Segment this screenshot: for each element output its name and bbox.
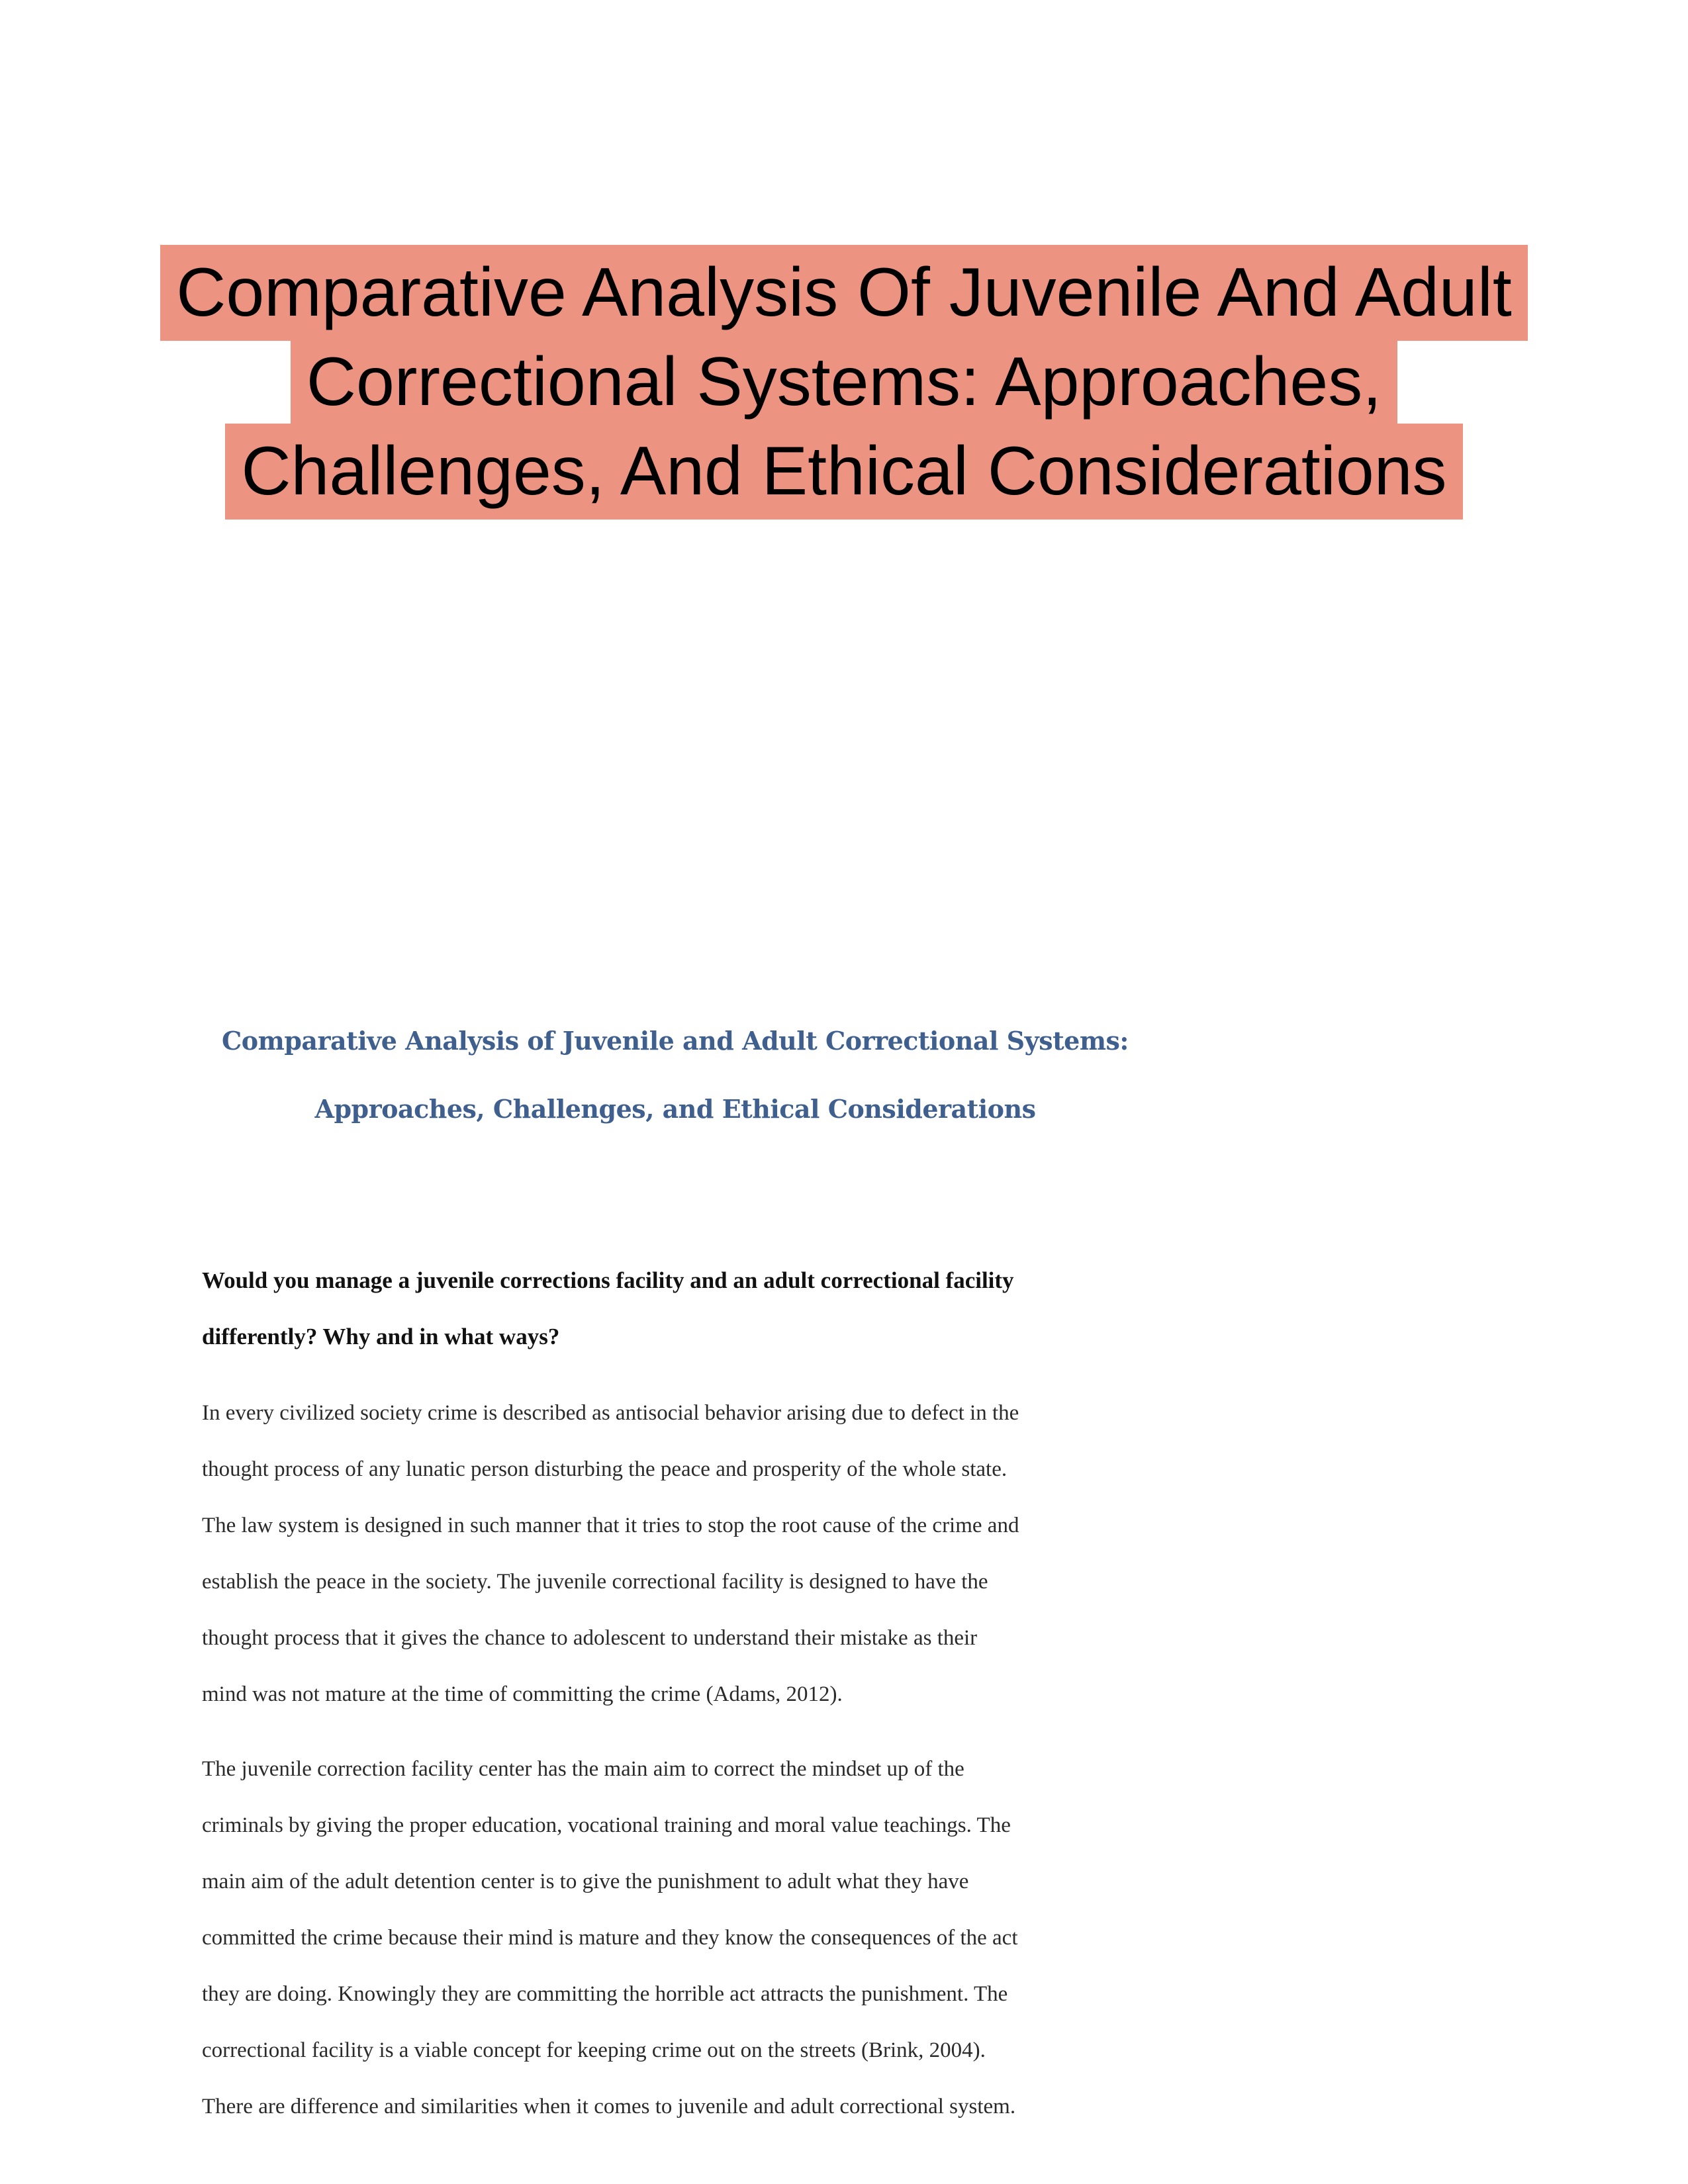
paragraph-line: thought process of any lunatic person disturbing the peace and prosperity of the whole state. <box>202 1457 1008 1481</box>
embedded-document-page <box>199 1006 1152 2184</box>
question-heading: Would you manage a juvenile corrections facility and an adult correctional facility <box>202 1267 1014 1293</box>
document-title: Comparative Analysis of Juvenile and Adult Correctional Systems: <box>222 1026 1129 1056</box>
paragraph-line: main aim of the adult detention center is to give the punishment to adult what they have <box>202 1870 969 1893</box>
banner-text: Correctional Systems: Approaches, <box>291 334 1397 430</box>
paragraph-line: committed the crime because their mind is mature and they know the consequences of the act <box>202 1926 1018 1950</box>
paragraph-line: The law system is designed in such manner that it tries to stop the root cause of the crime and <box>202 1514 1019 1537</box>
paragraph-line: criminals by giving the proper education, vocational training and moral value teachings. The <box>202 1813 1011 1837</box>
document-title: Approaches, Challenges, and Ethical Considerations <box>314 1094 1036 1124</box>
question-heading: differently? Why and in what ways? <box>202 1324 560 1349</box>
paragraph-line: they are doing. Knowingly they are committing the horrible act attracts the punishment. The <box>202 1982 1008 2006</box>
paragraph-line: establish the peace in the society. The juvenile correctional facility is designed to have the <box>202 1570 988 1594</box>
paragraph-line: mind was not mature at the time of committing the crime (Adams, 2012). <box>202 1682 843 1706</box>
paragraph-line: thought process that it gives the chance to adolescent to understand their mistake as their <box>202 1626 978 1650</box>
banner-line-1 <box>0 245 1688 334</box>
title-banner <box>0 245 1688 513</box>
paragraph-line: correctional facility is a viable concept for keeping crime out on the streets (Brink, 2004). <box>202 2038 986 2062</box>
banner-line-3 <box>0 424 1688 513</box>
banner-line-2 <box>0 334 1688 424</box>
banner-text: Challenges, And Ethical Considerations <box>225 424 1462 520</box>
paragraph-line: There are difference and similarities when it comes to juvenile and adult correctional system. <box>202 2095 1016 2118</box>
banner-text: Comparative Analysis Of Juvenile And Adult <box>160 245 1528 341</box>
paragraph-line: In every civilized society crime is described as antisocial behavior arising due to defect in the <box>202 1401 1019 1425</box>
paragraph-line: The juvenile correction facility center has the main aim to correct the mindset up of the <box>202 1757 964 1781</box>
